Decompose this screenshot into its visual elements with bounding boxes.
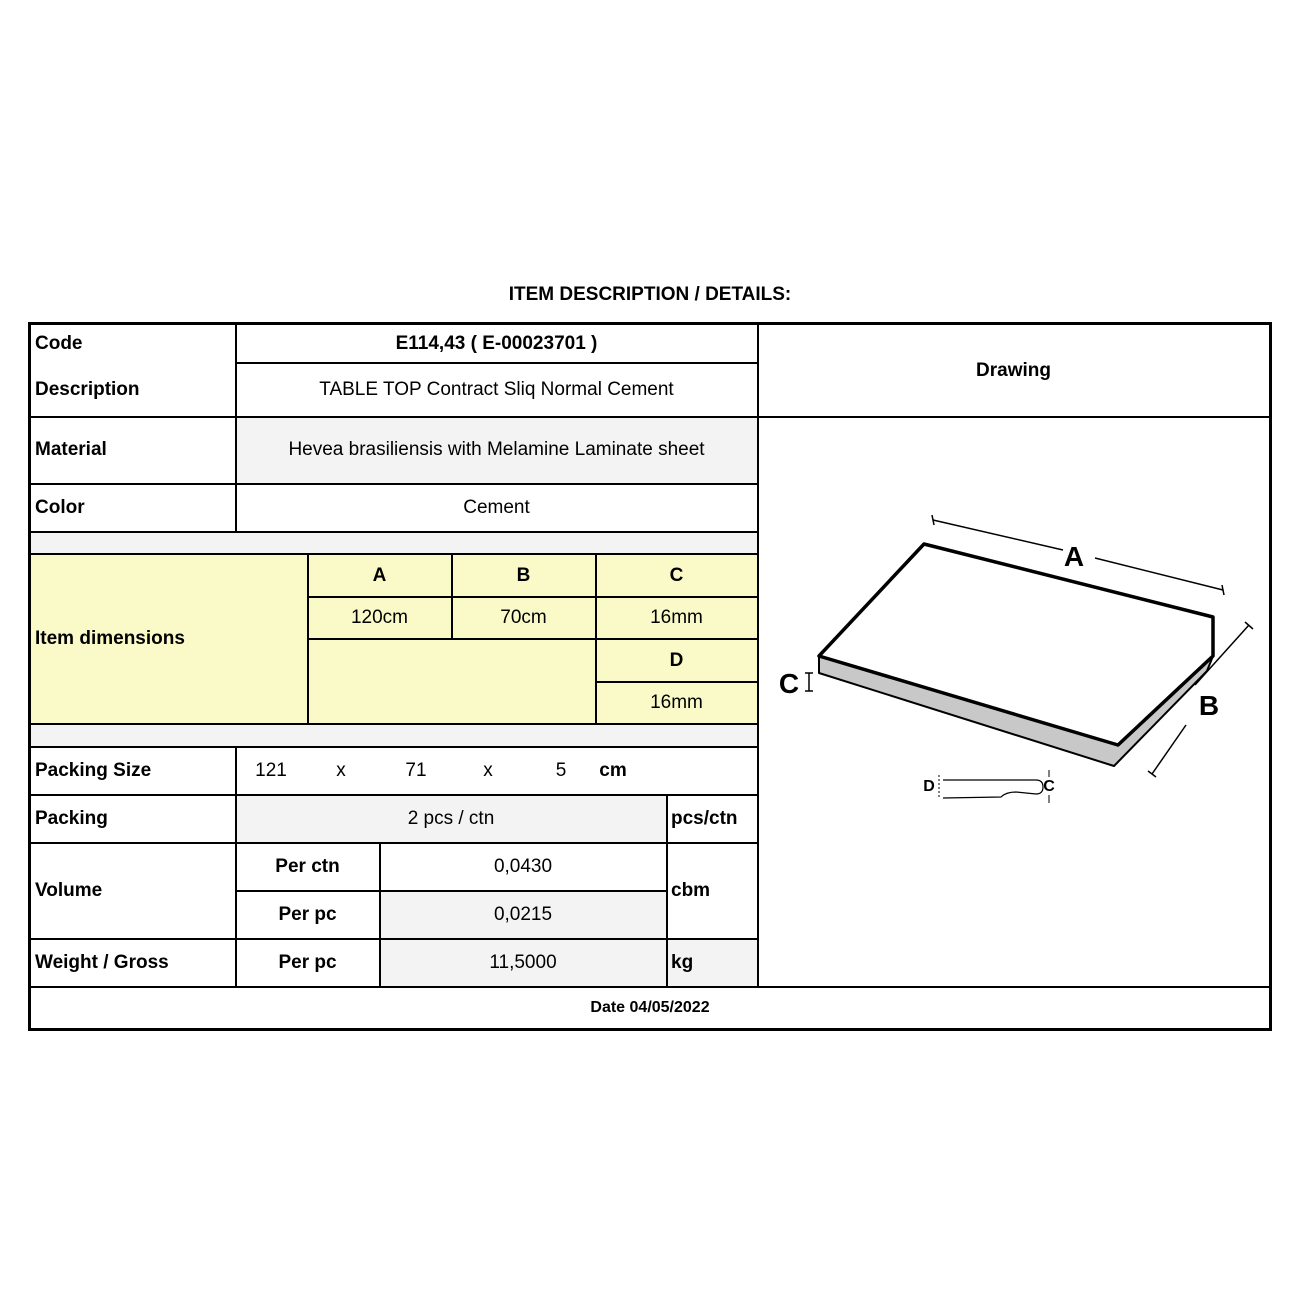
packing-size-x1: x <box>336 760 346 781</box>
dim-c-header: C <box>669 564 684 586</box>
packing-value: 2 pcs / ctn <box>407 808 495 829</box>
dim-c-value: 16mm <box>650 607 703 628</box>
volume-per-pc-value: 0,0215 <box>493 904 553 925</box>
spacer-fill-1 <box>31 532 757 554</box>
weight-value: 11,5000 <box>489 952 557 973</box>
code-value: E114,43 ( E-00023701 ) <box>395 333 598 354</box>
svg-text:C: C <box>1043 778 1055 795</box>
color-label: Color <box>35 497 85 518</box>
spacer-fill-2 <box>31 724 757 746</box>
weight-label: Weight / Gross <box>35 952 169 973</box>
material-label: Material <box>35 439 107 460</box>
dimension-c-letter: C <box>778 668 800 699</box>
dim-a-value: 120cm <box>350 607 409 628</box>
page-title: ITEM DESCRIPTION / DETAILS: <box>508 284 792 305</box>
volume-unit: cbm <box>671 880 711 901</box>
svg-text:D: D <box>923 778 935 795</box>
packing-unit: pcs/ctn <box>671 808 738 829</box>
dim-a-header: A <box>372 564 387 586</box>
packing-label: Packing <box>35 808 108 829</box>
material-value: Hevea brasiliensis with Melamine Laminate sheet <box>288 439 705 460</box>
packing-size-x2: x <box>483 760 493 781</box>
packing-size-height: 5 <box>555 760 567 781</box>
packing-size-width: 71 <box>405 760 427 781</box>
description-value: TABLE TOP Contract Sliq Normal Cement <box>319 378 674 400</box>
drawing-header: Drawing <box>976 359 1051 381</box>
packing-size-unit: cm <box>599 760 627 781</box>
volume-label: Volume <box>35 880 103 901</box>
dim-b-header: B <box>516 564 531 586</box>
dimension-a-letter: A <box>1063 541 1085 572</box>
weight-unit: kg <box>671 952 694 973</box>
dim-d-value: 16mm <box>650 692 703 713</box>
volume-per-ctn-label: Per ctn <box>275 856 340 877</box>
table-top-drawing <box>758 417 1269 986</box>
volume-per-ctn-value: 0,0430 <box>493 856 553 877</box>
volume-per-pc-label: Per pc <box>278 904 337 925</box>
edge-profile-icon <box>923 770 1055 803</box>
dim-d-header: D <box>669 649 684 671</box>
description-label: Description <box>35 378 140 400</box>
dimension-b-letter: B <box>1198 690 1220 721</box>
code-label: Code <box>35 333 83 354</box>
packing-size-label: Packing Size <box>35 760 152 781</box>
spec-table <box>28 322 1272 1031</box>
dimensions-label: Item dimensions <box>35 628 185 649</box>
color-value: Cement <box>463 497 530 518</box>
dim-b-value: 70cm <box>500 607 547 628</box>
footer-date: Date 04/05/2022 <box>590 999 710 1016</box>
packing-size-length: 121 <box>255 760 287 781</box>
weight-per-pc-label: Per pc <box>278 952 337 973</box>
